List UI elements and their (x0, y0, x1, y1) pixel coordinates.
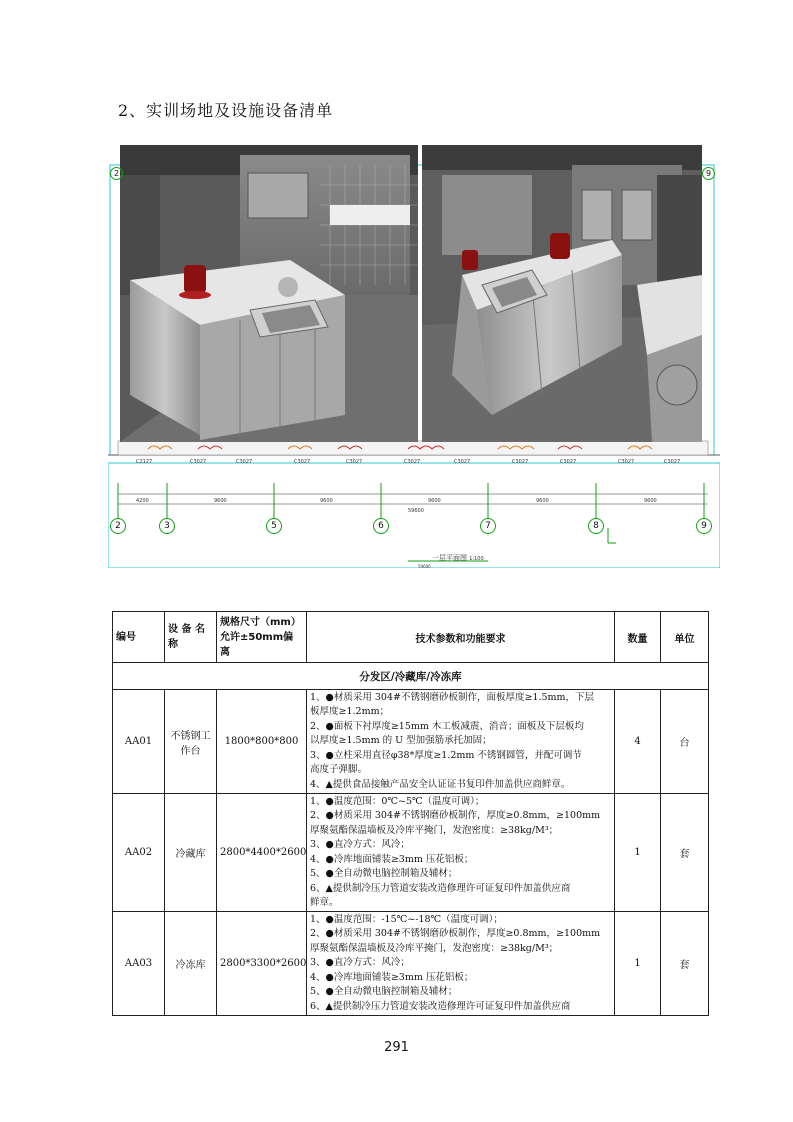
dimension-label: 9600 (214, 498, 227, 504)
requirement-line: 2、●面板下衬厚度≥15mm 木工板减震、消音；面板及下层板均 (310, 720, 584, 732)
header-name: 设 备 名 称 (165, 612, 217, 663)
requirement-line: 高度子弹脚。 (310, 764, 368, 776)
plan-axis-bubble: 5 (266, 518, 282, 534)
cell-qty: 4 (615, 690, 661, 794)
requirement-line: 6、▲提供制冷压力管道安装改造修理许可证复印件加盖供应商 (310, 882, 571, 894)
requirement-line: 鲜章。 (310, 897, 339, 908)
plan-axis-top-right: 9 (702, 167, 715, 180)
plan-axis-bubble: 3 (159, 518, 175, 534)
cell-code: AA02 (113, 794, 165, 912)
cell-requirements (307, 794, 615, 912)
kitchen-render-right (422, 145, 702, 442)
dimension-label: 9600 (536, 498, 549, 504)
plan-axis-bubble: 6 (373, 518, 389, 534)
table-row (113, 794, 709, 912)
cell-size: 2800*3300*2600 (217, 912, 307, 1016)
cell-size: 1800*800*800 (217, 690, 307, 794)
total-dimension-label: 59600 (408, 508, 424, 514)
cell-unit: 台 (661, 690, 709, 794)
requirement-line: 2、●材质采用 304#不锈钢磨砂板制作，厚度≥0.8mm，≥100mm (310, 810, 601, 821)
cell-unit: 套 (661, 912, 709, 1016)
cell-requirements (307, 690, 615, 794)
requirement-line: 2、●材质采用 304#不锈钢磨砂板制作，厚度≥0.8mm，≥100mm (310, 928, 601, 940)
table-row (113, 690, 709, 794)
dimension-label: 9600 (428, 498, 441, 504)
window-label: C3027 (454, 459, 471, 465)
cell-name: 冷冻库 (165, 912, 217, 1016)
header-code: 编号 (113, 612, 165, 663)
requirement-line: 1、●材质采用 304#不锈钢磨砂板制作，面板厚度≥1.5mm，下层 (310, 691, 595, 703)
plan-caption: 59600 (418, 564, 431, 569)
window-label: C3027 (346, 459, 363, 465)
window-label: C3027 (294, 459, 311, 465)
equipment-table (112, 611, 709, 1016)
cell-name: 冷藏库 (165, 794, 217, 912)
requirement-line: 以厚度≥1.5mm 的 U 型加强筋承托加固； (310, 735, 492, 747)
requirement-line: 1、●温度范围：-15℃~-18℃（温度可调）； (310, 913, 503, 925)
cell-requirements (307, 912, 615, 1016)
window-label: C3027 (618, 459, 635, 465)
requirement-line: 3、●直冷方式：风冷； (310, 839, 410, 850)
window-label: C3027 (404, 459, 421, 465)
section-heading: 2、实训场地及设施设备清单 (118, 101, 334, 120)
section-title: 分发区/冷藏库/冷冻库 (113, 663, 709, 690)
page-number: 291 (384, 1040, 409, 1055)
kitchen-render-left (120, 145, 418, 442)
cell-name: 不锈钢工作台 (165, 690, 217, 794)
cell-size: 2800*4400*2600 (217, 794, 307, 912)
dimension-label: 4200 (136, 498, 149, 504)
requirement-line: 1、●温度范围：0℃~5℃（温度可调）； (310, 795, 485, 807)
window-label: C3027 (190, 459, 207, 465)
requirement-line: 5、●全自动微电脑控制箱及辅材； (310, 986, 458, 998)
table-section-row (113, 663, 709, 690)
plan-axis-bubble: 2 (110, 518, 126, 534)
header-qty: 数量 (615, 612, 661, 663)
requirement-line: 厚聚氨酯保温墙板及冷库平掩门，发泡密度：≥38kg/M³； (310, 824, 559, 836)
header-size: 规格尺寸（mm）允许±50mm偏离 (217, 612, 307, 663)
dimension-label: 9600 (320, 498, 333, 504)
requirement-line: 3、●直冷方式：风冷； (310, 957, 410, 969)
window-label: C3027 (236, 459, 253, 465)
cell-code: AA01 (113, 690, 165, 794)
plan-axis-bubble: 7 (480, 518, 496, 534)
header-requirements: 技术参数和功能要求 (307, 612, 615, 663)
requirement-line: 厚聚氨酯保温墙板及冷库平掩门，发泡密度：≥38kg/M³； (310, 942, 559, 954)
requirement-line: 3、●立柱采用直径φ38*厚度≥1.2mm 不锈钢圆管，并配可调节 (310, 749, 582, 761)
window-label: C3027 (560, 459, 577, 465)
cell-qty: 1 (615, 912, 661, 1016)
floor-plan-drawing (108, 143, 720, 568)
requirement-line: 4、▲提供食品接触产品安全认证证书复印件加盖供应商鲜章。 (310, 778, 571, 790)
dimension-label: 9600 (644, 498, 657, 504)
cell-qty: 1 (615, 794, 661, 912)
plan-axis-top-left: 2 (110, 167, 123, 180)
requirement-line: 4、●冷库地面铺装≥3mm 压花铝板； (310, 971, 474, 983)
requirement-line: 4、●冷库地面铺装≥3mm 压花铝板； (310, 853, 474, 865)
cell-unit: 套 (661, 794, 709, 912)
plan-axis-bubble: 8 (588, 518, 604, 534)
table-header-row (113, 612, 709, 663)
table-row (113, 912, 709, 1016)
plan-axis-bubble: 9 (696, 518, 712, 534)
plan-title: 一层平面图 1:100 (432, 554, 484, 562)
window-label: C3027 (512, 459, 529, 465)
requirement-line: 6、▲提供制冷压力管道安装改造修理许可证复印件加盖供应商 (310, 1000, 571, 1012)
header-unit: 单位 (661, 612, 709, 663)
window-label: C3027 (664, 459, 681, 465)
cell-code: AA03 (113, 912, 165, 1016)
requirement-line: 板厚度≥1.2mm； (310, 706, 390, 718)
requirement-line: 5、●全自动微电脑控制箱及辅材； (310, 868, 458, 879)
window-label: C2127 (136, 459, 153, 465)
